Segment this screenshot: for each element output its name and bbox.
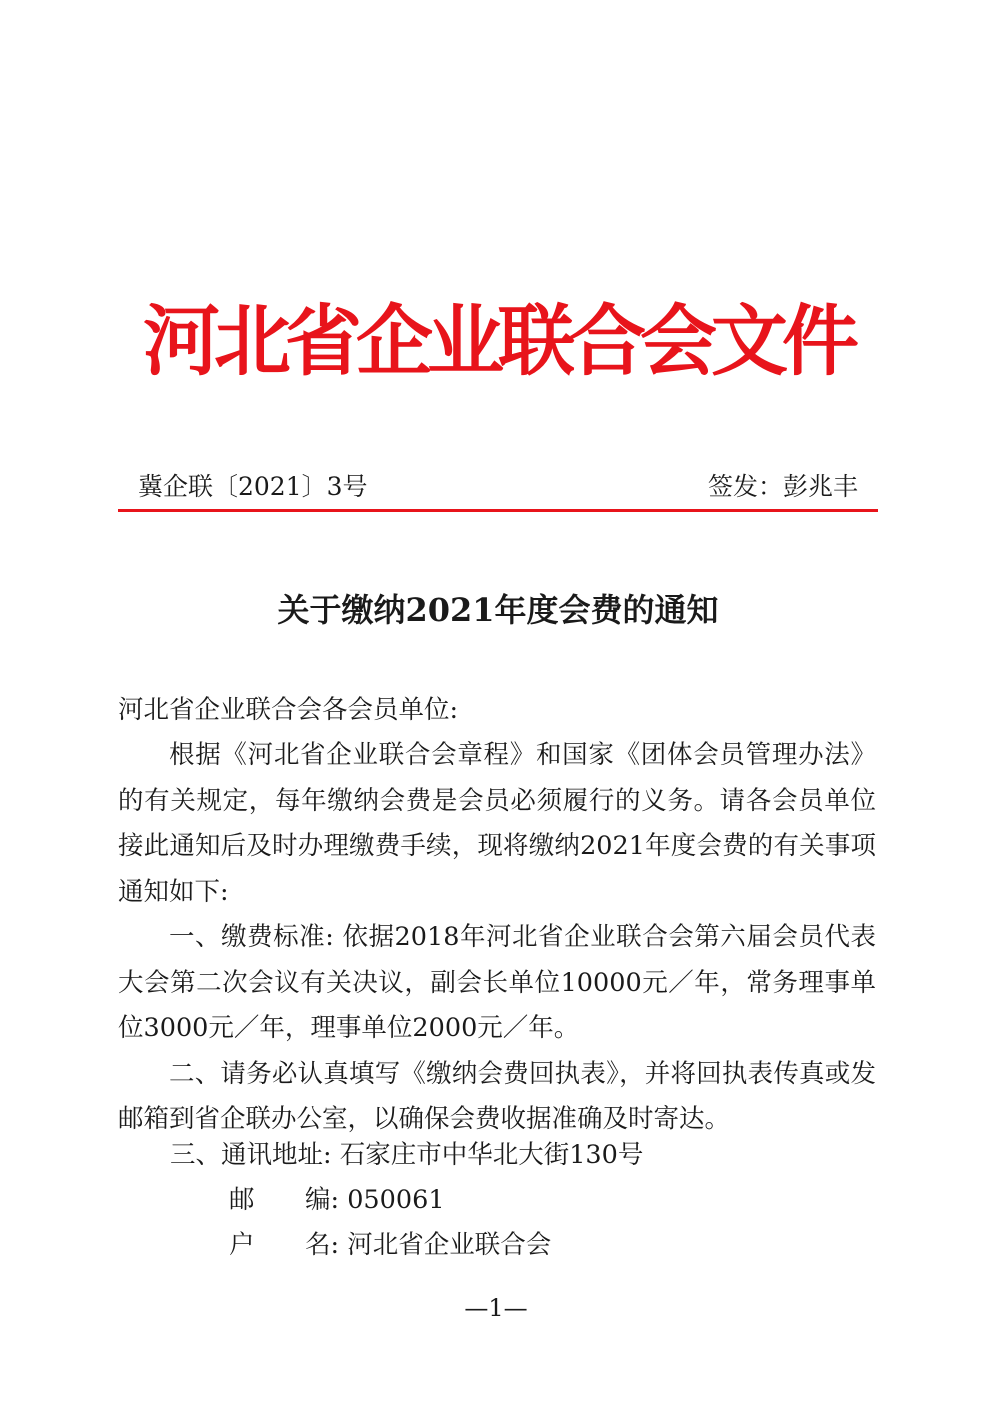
account-label-b: 名: bbox=[305, 1230, 340, 1260]
paragraph-intro: 根据《河北省企业联合会章程》和国家《团体会员管理办法》的有关规定，每年缴纳会费是会员必须履行的义务。请各会员单位接此通知后及时办理缴费手续，现将缴纳2021年度会费的有关事项通知如下: bbox=[118, 740, 876, 907]
red-divider-line bbox=[118, 509, 878, 512]
postcode-label-a: 邮 bbox=[229, 1185, 255, 1215]
postcode-label-b: 编: bbox=[305, 1185, 340, 1215]
account-label-a: 户 bbox=[229, 1230, 255, 1260]
paragraph-receipt-form: 二、请务必认真填写《缴纳会费回执表》，并将回执表传真或发邮箱到省企联办公室，以确保会费收据准确及时寄达。 bbox=[118, 1058, 876, 1134]
masthead-title: 河北省企业联合会文件 bbox=[143, 297, 853, 387]
page-number: —1— bbox=[464, 1294, 528, 1322]
document-number: 冀企联〔2021〕3号 bbox=[138, 472, 368, 501]
account-name-line bbox=[229, 1223, 551, 1269]
notice-title: 关于缴纳2021年度会费的通知 bbox=[277, 591, 719, 629]
salutation: 河北省企业联合会各会员单位: bbox=[118, 695, 459, 725]
paragraph-fee-standard: 一、缴费标准: 依据2018年河北省企业联合会第六届会员代表大会第二次会议有关决议，副会长单位10000元／年，常务理事单位3000元／年，理事单位2000元／年。 bbox=[118, 922, 876, 1043]
account-name-value: 河北省企业联合会 bbox=[347, 1230, 552, 1260]
issuer-signature: 签发：彭兆丰 bbox=[707, 472, 858, 501]
postcode-line bbox=[229, 1178, 445, 1224]
postcode-value: 050061 bbox=[347, 1185, 445, 1215]
address-line: 三、通讯地址: 石家庄市中华北大街130号 bbox=[170, 1140, 644, 1170]
notice-body bbox=[118, 733, 876, 1143]
